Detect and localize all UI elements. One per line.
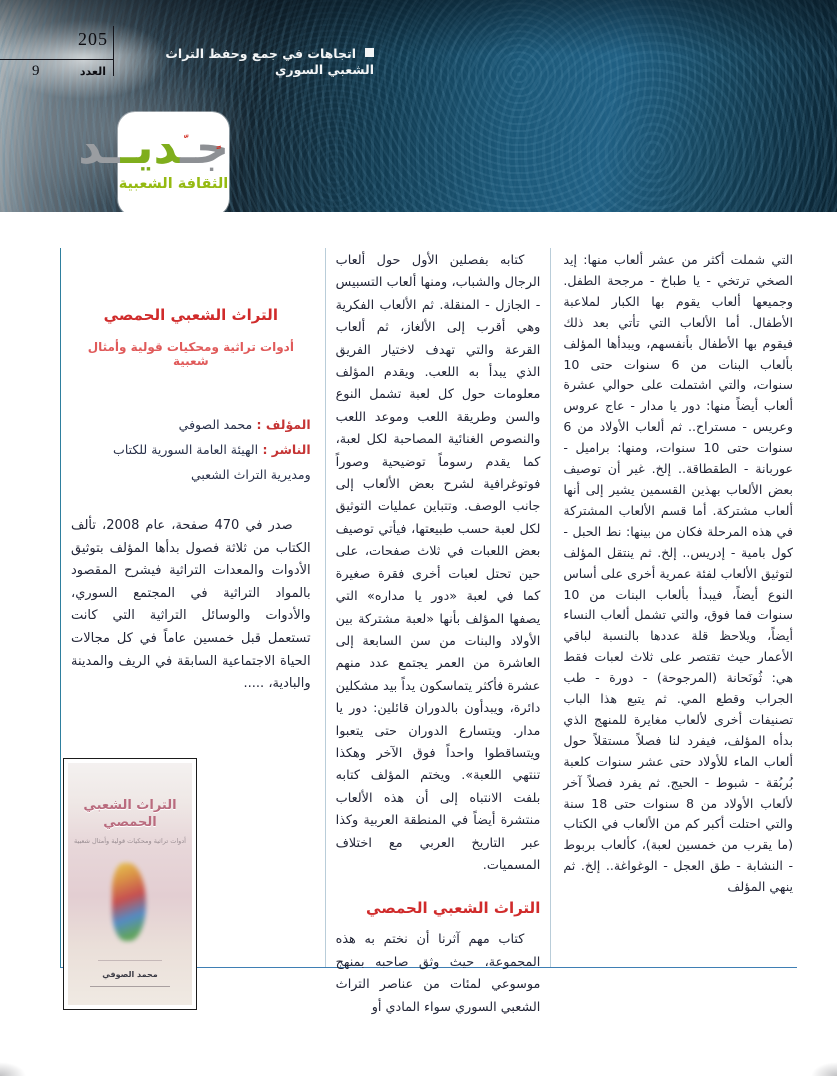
sidebar-book-summary: صدر في 470 صفحة، عام 2008، تألف الكتاب من ثلاثة فصول بدأها المؤلف بتوثيق الأدوات والمعدات التراثية فيشرح المقصود بالمواد التراثية في المجتمع السوري، والأدوات والوسائل التراثية التي كانت تستعمل قبل خمسين عاماً في كل مجالات الحياة الاجتماعية السابقة في الريف والمدينة والبادية، ..... <box>71 518 311 692</box>
book-cover-subtitle: أدوات تراثية ومحكيات قولية وأمثال شعبية <box>74 837 186 845</box>
page-number: 205 <box>78 29 108 49</box>
book-cover-rule-lower <box>90 986 170 987</box>
square-bullet-icon <box>365 48 374 57</box>
page-corner-shadow-left <box>0 1062 26 1076</box>
column-middle <box>326 248 552 1015</box>
author-row <box>71 412 311 437</box>
logo-jadid-gray2: ـد <box>78 120 121 174</box>
author-label: المؤلف : <box>252 417 311 432</box>
page-number-rule-vertical <box>113 26 114 76</box>
book-cover-rule-upper <box>98 960 162 961</box>
column-middle-paragraph-2: كتاب مهم آثرنا أن نختم به هذه المجموعة، حيث وثق صاحبه بمنهج موسوعي لمئات من عناصر التراث الشعبي السوري سواء المادي أو <box>335 932 541 1015</box>
logo-jadid-gray: جـ <box>180 120 229 174</box>
issue-number: 9 <box>32 63 40 79</box>
article-header-title <box>118 46 374 78</box>
logo-culture-text: الثقافة الشعبية <box>118 176 229 192</box>
publisher-label: الناشر : <box>258 442 311 457</box>
page-number-rule-horizontal <box>0 59 113 60</box>
publisher-row <box>71 437 311 487</box>
sidebar-book-meta <box>71 412 311 487</box>
publisher-value: الهيئة العامة السورية للكتاب ومديرية التراث الشعبي <box>113 442 311 482</box>
sidebar-book-subtitle: أدوات تراثية ومحكيات قولية وأمثال شعبية <box>87 340 294 368</box>
column-right <box>551 248 797 967</box>
article-header-title-text: اتجاهات في جمع وحفظ التراث الشعبي السوري <box>165 46 374 77</box>
banner-texture-image <box>0 0 837 212</box>
column-right-paragraph: التي شملت أكثر من عشر ألعاب منها: إيد الصخي ترتخي - يا طباخ - مرجحة الطفل. وجميعها ألعاب يقوم بها الكبار لملاعبة الأطفال. أما الألعاب التي تأتي بعد ذلك فيقوم بها الأطفال بأنفسهم، ويبدأها المؤلف بألعاب البنات من 6 سنوات حتى 10 سنوات، والتي اشتملت على حوالي عشرة ألعاب أيضاً منها: دور يا مدار - عاج عروس وعريس - مستراح.. ثم ألعاب الأولاد من 6 سنوات حتى 10 سنوات، ومنها: براميل - عوربانة - الطقطاقة.. إلخ. غير أن توصيف بعض الألعاب بهذين القسمين يشير إلى أنها ألعاب مشتركة. أما قسم الألعاب المشتركة في هذه المرحلة فكان من بينها: نط الحبل - كول بامية - إدريس.. إلخ. ثم ينتقل المؤلف لتوثيق الألعاب لفئة عمرية أخرى على أساس النوع أيضاً، فيبدأ بألعاب البنات من 10 سنوات فما فوق، والتي تشمل ألعاب النساء أيضاً، ويلاحظ قلة عددها بالنسبة لباقي الأعمار حيث تقتصر على ثلاث لعبات فقط هي: ثُونَحانة (المرجوحة) - دورة - طب الجراب وقطع المي. ثم يتبع هذا الباب تصنيفات أخرى لألعاب مغايرة للمنهج الذي بدأه المؤلف، فيفرد لنا فصلاً مستقلاً حول ألعاب الماء للأولاد حتى عشر سنوات كلعبة بُربُقة - شبوط - الحيج. ثم يفرد فصلاً آخر لألعاب الأولاد من 8 سنوات حتى 18 سنة والتي احتلت أكبر كم من الألعاب في الكتاب (ما يقرب من خمسين لعبة)، كألعاب بربوط - النشابة - طق العجل - الوغواغة.. إلخ. ثم ينهي المؤلف <box>563 252 794 895</box>
section-heading-homs-heritage: التراث الشعبي الحمصي <box>366 899 541 918</box>
column-middle-paragraph-1: كتابه بفصلين الأول حول ألعاب الرجال والشباب، ومنها ألعاب التسبيس - الجازل - المنقلة. ثم الألعاب الفكرية وهي أقرب إلى الألغاز، ثم ألعاب القرعة والتي تهدف لاختيار الفريق الذي يبدأ به اللعب. ويقدم المؤلف معلومات حول كل لعبة تشمل النوع والسن وطريقة اللعب وموعد اللعب والنصوص الغنائية المصاحبة لكل لعبة، كما يقدم رسوماً توضيحية وصوراً فوتوغرافية لشرح بعض الألعاب إلى جانب الوصف. وتتباين عمليات التوثيق لكل لعبة حسب طبيعتها، فيأتي توصيف بعض اللعبات في ثلاث صفحات، على حين تحتل لعبات أخرى فقرة صغيرة كما في لعبة «دور يا مداره» التي يصفها المؤلف بأنها «لعبة مشتركة بين الأولاد والبنات من سن السابعة إلى العاشرة من العمر يجتمع عدد منهم عشرة فأكثر يتماسكون يداً بيد مشكلين دائرة، ويبدأون بالدوران قائلين: دور يا مدار. ويتسارع الدوران حتى يتعبوا ويتساقطوا واحداً فوق الآخر وهكذا تنتهي اللعبة». ويختم المؤلف كتابه بلفت الانتباه إلى أن هذه الألعاب منتشرة أيضاً في المنطقة العربية وكذا عبر التاريخ العربي مع اختلاف المسميات. <box>335 253 541 873</box>
book-cover-image <box>63 758 197 1010</box>
logo-jadid-calligraphy <box>78 114 229 180</box>
book-cover-title: التراث الشعبي الحمصي <box>83 798 177 830</box>
sidebar-book-title: التراث الشعبي الحمصي <box>103 306 278 324</box>
book-cover-paint-splash <box>112 863 146 941</box>
author-value: محمد الصوفي <box>178 417 253 432</box>
page-corner-shadow-right <box>811 1062 837 1076</box>
issue-label: العدد <box>79 65 106 78</box>
book-cover-art <box>68 763 192 1005</box>
logo-jadid-green: ديـ <box>120 120 181 174</box>
book-cover-author: محمد الصوفي <box>102 970 158 979</box>
issue-row <box>18 62 108 82</box>
magazine-logo <box>78 112 229 216</box>
